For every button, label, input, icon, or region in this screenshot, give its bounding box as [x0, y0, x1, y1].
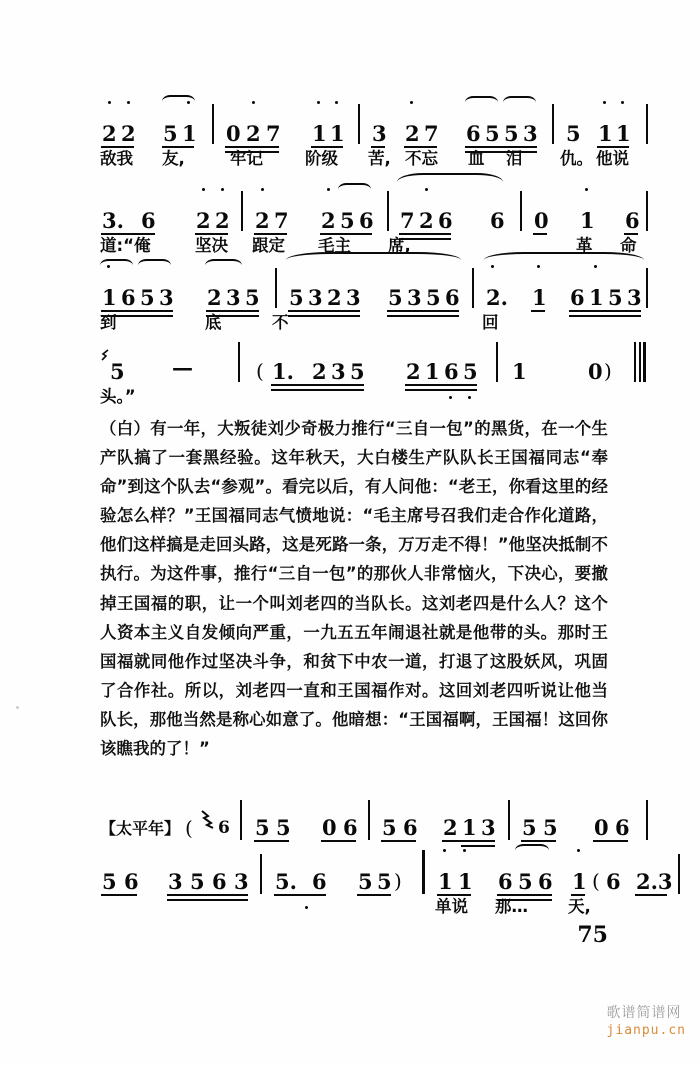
- note: 3: [159, 285, 174, 310]
- note: 3: [481, 815, 496, 840]
- note: 5: [289, 285, 304, 310]
- note: 3.: [102, 208, 124, 233]
- note: 7: [424, 121, 439, 146]
- note: (: [185, 816, 193, 840]
- note: 0: [534, 208, 549, 233]
- note: 1.: [272, 359, 294, 384]
- lyric: 友,: [162, 149, 185, 168]
- note: 6: [403, 815, 418, 840]
- beam: [254, 840, 289, 842]
- octave-dot-up-icon: [577, 849, 580, 852]
- grace-mark-icon: [100, 348, 114, 362]
- note: 1: [462, 815, 477, 840]
- slur: [515, 844, 549, 857]
- note: 2: [406, 359, 421, 384]
- note: 6: [498, 869, 513, 894]
- note: 3: [168, 869, 183, 894]
- slur: [503, 96, 536, 109]
- octave-dot-up-icon: [127, 101, 130, 104]
- slur: [338, 183, 371, 196]
- note: 1: [616, 121, 631, 146]
- note: 1: [458, 869, 473, 894]
- note: 5: [190, 869, 205, 894]
- page-number: 75: [577, 922, 608, 948]
- note: 2: [255, 208, 270, 233]
- octave-dot-up-icon: [108, 101, 111, 104]
- lyric: 他说: [596, 149, 629, 168]
- slur: [100, 259, 133, 272]
- note: 6: [212, 869, 227, 894]
- note: 6: [615, 815, 630, 840]
- note: 3: [331, 359, 346, 384]
- note: 6: [343, 815, 358, 840]
- note: 2: [196, 208, 211, 233]
- note: 5: [276, 815, 291, 840]
- barline: [241, 191, 243, 231]
- note: 1: [182, 121, 197, 146]
- note: 2.: [486, 285, 508, 310]
- barline: [387, 191, 389, 231]
- note: —: [172, 355, 193, 380]
- note: 6: [606, 869, 621, 894]
- note: 0: [594, 815, 609, 840]
- note: 3: [627, 285, 642, 310]
- note: 2: [419, 208, 434, 233]
- scan-speck: [16, 706, 19, 709]
- note: 5: [543, 815, 558, 840]
- octave-dot-up-icon: [317, 101, 320, 104]
- note: 5: [566, 121, 581, 146]
- beam: [381, 840, 416, 842]
- note: 7: [400, 208, 415, 233]
- beam: [461, 845, 495, 847]
- note: 6: [438, 208, 453, 233]
- final-barline: [634, 342, 646, 382]
- note: 5: [426, 285, 441, 310]
- note: 5: [522, 815, 537, 840]
- beam: [593, 840, 628, 842]
- octave-dot-up-icon: [443, 849, 446, 852]
- lyric: 不: [272, 313, 289, 332]
- slur: [484, 252, 644, 268]
- octave-dot-up-icon: [327, 188, 330, 191]
- note: 2.3: [636, 869, 673, 894]
- note: 6: [359, 208, 374, 233]
- octave-dot-up-icon: [335, 101, 338, 104]
- beam: [521, 840, 556, 842]
- note: 5.: [275, 869, 297, 894]
- notes-row-6: [100, 856, 673, 896]
- barline: [260, 854, 262, 894]
- octave-dot-up-icon: [585, 188, 588, 191]
- lyric: 血: [468, 149, 485, 168]
- narration-paragraph: [100, 414, 608, 763]
- note: 2: [312, 359, 327, 384]
- octave-dot-up-icon: [491, 265, 494, 268]
- note: 5: [608, 285, 623, 310]
- note: 5: [102, 869, 117, 894]
- slur: [205, 259, 242, 272]
- slur: [465, 96, 498, 109]
- beam: [321, 840, 356, 842]
- note: 1: [312, 121, 327, 146]
- notes-row-2: [100, 195, 640, 235]
- note: 6: [570, 285, 585, 310]
- note: 1: [532, 285, 547, 310]
- note: 2: [102, 121, 117, 146]
- music-system-5: [100, 802, 630, 842]
- watermark-chinese: 歌谱简谱网: [606, 1005, 682, 1021]
- lyric: 底: [205, 313, 222, 332]
- note: 7: [266, 121, 281, 146]
- lyric: 阶级: [305, 149, 338, 168]
- notes-row-3: [100, 272, 642, 312]
- note: 1: [438, 869, 453, 894]
- lyric: 跟定: [252, 236, 285, 255]
- lyric: 回: [482, 313, 499, 332]
- octave-dot-up-icon: [202, 188, 205, 191]
- watermark-domain: jianpu.cn: [606, 1023, 686, 1038]
- barline: [646, 104, 648, 144]
- note: 5: [163, 121, 178, 146]
- barline: [520, 191, 522, 231]
- lyrics-row-1: [100, 148, 629, 178]
- note: 5: [245, 285, 260, 310]
- note: 0: [322, 815, 337, 840]
- barline: [552, 104, 554, 144]
- note: 3: [346, 285, 361, 310]
- lyrics-row-3: [100, 312, 610, 342]
- lyric: 命: [620, 236, 637, 255]
- barline: [358, 104, 360, 144]
- note: 5: [377, 869, 392, 894]
- barline: [240, 800, 242, 840]
- lyric: 到: [100, 313, 117, 332]
- note: 2: [405, 121, 420, 146]
- barline: [646, 191, 648, 231]
- octave-dot-up-icon: [463, 849, 466, 852]
- note: 6: [466, 121, 481, 146]
- octave-dot-up-icon: [261, 188, 264, 191]
- lyric: 席,: [388, 236, 411, 255]
- note: 6: [490, 208, 505, 233]
- note: 2: [327, 285, 342, 310]
- tune-name-label: 【太平年】: [100, 819, 181, 838]
- note: 5: [255, 815, 270, 840]
- note: 1: [589, 285, 604, 310]
- lyric: 头。”: [100, 387, 136, 406]
- lyric: 毛主: [318, 236, 351, 255]
- barline: [508, 800, 510, 840]
- beam: [635, 894, 667, 896]
- lyric: 坚决: [195, 236, 228, 255]
- barline: [212, 104, 214, 144]
- note: 1: [598, 121, 613, 146]
- note: 5: [518, 869, 533, 894]
- octave-dot-up-icon: [252, 101, 255, 104]
- note: 6: [141, 208, 156, 233]
- barline: [238, 342, 240, 382]
- note: 3: [523, 121, 538, 146]
- note: (: [256, 359, 264, 383]
- note: 6: [124, 869, 139, 894]
- lyric: 不忘: [405, 149, 438, 168]
- note: 6: [538, 869, 553, 894]
- note: 3: [234, 869, 249, 894]
- lyric: 革: [576, 236, 593, 255]
- lyric: 天,: [568, 897, 591, 916]
- barline: [472, 268, 474, 308]
- note: 5: [358, 869, 373, 894]
- site-watermark: [585, 986, 686, 1054]
- note: 2: [321, 208, 336, 233]
- notes-row-4: [100, 346, 610, 386]
- note: 6: [445, 285, 460, 310]
- note: 5: [110, 359, 125, 384]
- note: 6: [218, 818, 230, 838]
- lyrics-row-4: [100, 386, 610, 416]
- note: 0: [226, 121, 241, 146]
- lyrics-row-6: [100, 896, 610, 926]
- lyric: 苦,: [368, 149, 391, 168]
- slur: [397, 173, 503, 191]
- octave-dot-up-icon: [603, 101, 606, 104]
- note: 1: [580, 208, 595, 233]
- note: 5: [340, 208, 355, 233]
- lyric: 仇。: [560, 149, 593, 168]
- note: 6: [121, 285, 136, 310]
- octave-dot-up-icon: [621, 101, 624, 104]
- lyric: 泪: [506, 149, 523, 168]
- note: 1: [425, 359, 440, 384]
- note: 3: [226, 285, 241, 310]
- note: 6: [625, 208, 640, 233]
- barline: [496, 342, 498, 382]
- notes-row-5: [100, 802, 630, 842]
- note: 2: [246, 121, 261, 146]
- note: 5: [140, 285, 155, 310]
- note: 3: [308, 285, 323, 310]
- note: 1: [102, 285, 117, 310]
- note: 1: [512, 359, 527, 384]
- barline: [275, 268, 277, 308]
- note: 1: [572, 869, 587, 894]
- octave-dot-up-icon: [410, 101, 413, 104]
- lyric: 敌我: [100, 149, 133, 168]
- music-system-6: [100, 856, 673, 926]
- note: ): [394, 869, 402, 893]
- octave-dot-up-icon: [221, 188, 224, 191]
- note: 2: [207, 285, 222, 310]
- note: 0: [588, 359, 603, 384]
- note: 2: [121, 121, 136, 146]
- note: 5: [485, 121, 500, 146]
- music-system-4: [100, 346, 610, 416]
- note: 2: [443, 815, 458, 840]
- narration-text: （白）有一年，大叛徒刘少奇极力推行“三自一包”的黑货，在一个生产队搞了一套黑经验。这年秋天，大白楼生产队队长王国福同志“奉命”到这个队去“参观”。看完以后，有人问他：“老王，你看这里的经验怎么样？”王国福同志气愤地说：“毛主席号召我们走合作化道路，他们这样搞是走回头路，这是死路一条，万万走不得！”他坚决抵制不执行。为这件事，推行“三自一包”的那伙人非常恼火，下决心，要撤掉王国福的职，让一个叫刘老四的当队长。这刘老四是什么人？这个人资本主义自发倾向严重，一九五五年闹退社就是他带的头。那时王国福就同他作过坚决斗争，和贫下中农一道，打退了这股妖风，巩固了合作社。所以，刘老四一直和王国福作对。这回刘老四听说让他当队长，那他当然是称心如意了。他暗想：“王国福啊，王国福！这回你该瞧我的了！”: [100, 419, 608, 759]
- note: 5: [463, 359, 478, 384]
- note: 5: [350, 359, 365, 384]
- note: 3: [407, 285, 422, 310]
- note: 1: [330, 121, 345, 146]
- note: 6: [312, 869, 327, 894]
- note: 5: [388, 285, 403, 310]
- lyric: 牢记: [230, 149, 263, 168]
- lyric: 那…: [495, 897, 528, 916]
- note: 6: [444, 359, 459, 384]
- notes-row-1: [100, 108, 631, 148]
- slur: [162, 95, 195, 108]
- barline: [422, 850, 425, 894]
- music-system-1: [100, 108, 631, 178]
- lyric: 单说: [435, 897, 468, 916]
- barline: [368, 800, 370, 840]
- note: ): [604, 359, 612, 383]
- note: 5: [504, 121, 519, 146]
- lyric: 道:“俺: [100, 236, 151, 255]
- note: 3: [372, 121, 387, 146]
- beam: [442, 840, 495, 842]
- barline: [646, 268, 648, 308]
- note: 2: [215, 208, 230, 233]
- note: 7: [274, 208, 289, 233]
- slur: [286, 252, 461, 268]
- slur: [138, 259, 171, 272]
- music-system-3: [100, 272, 642, 342]
- barline: [646, 800, 648, 840]
- barline: [678, 854, 680, 894]
- note: (: [592, 869, 600, 893]
- note: 5: [382, 815, 397, 840]
